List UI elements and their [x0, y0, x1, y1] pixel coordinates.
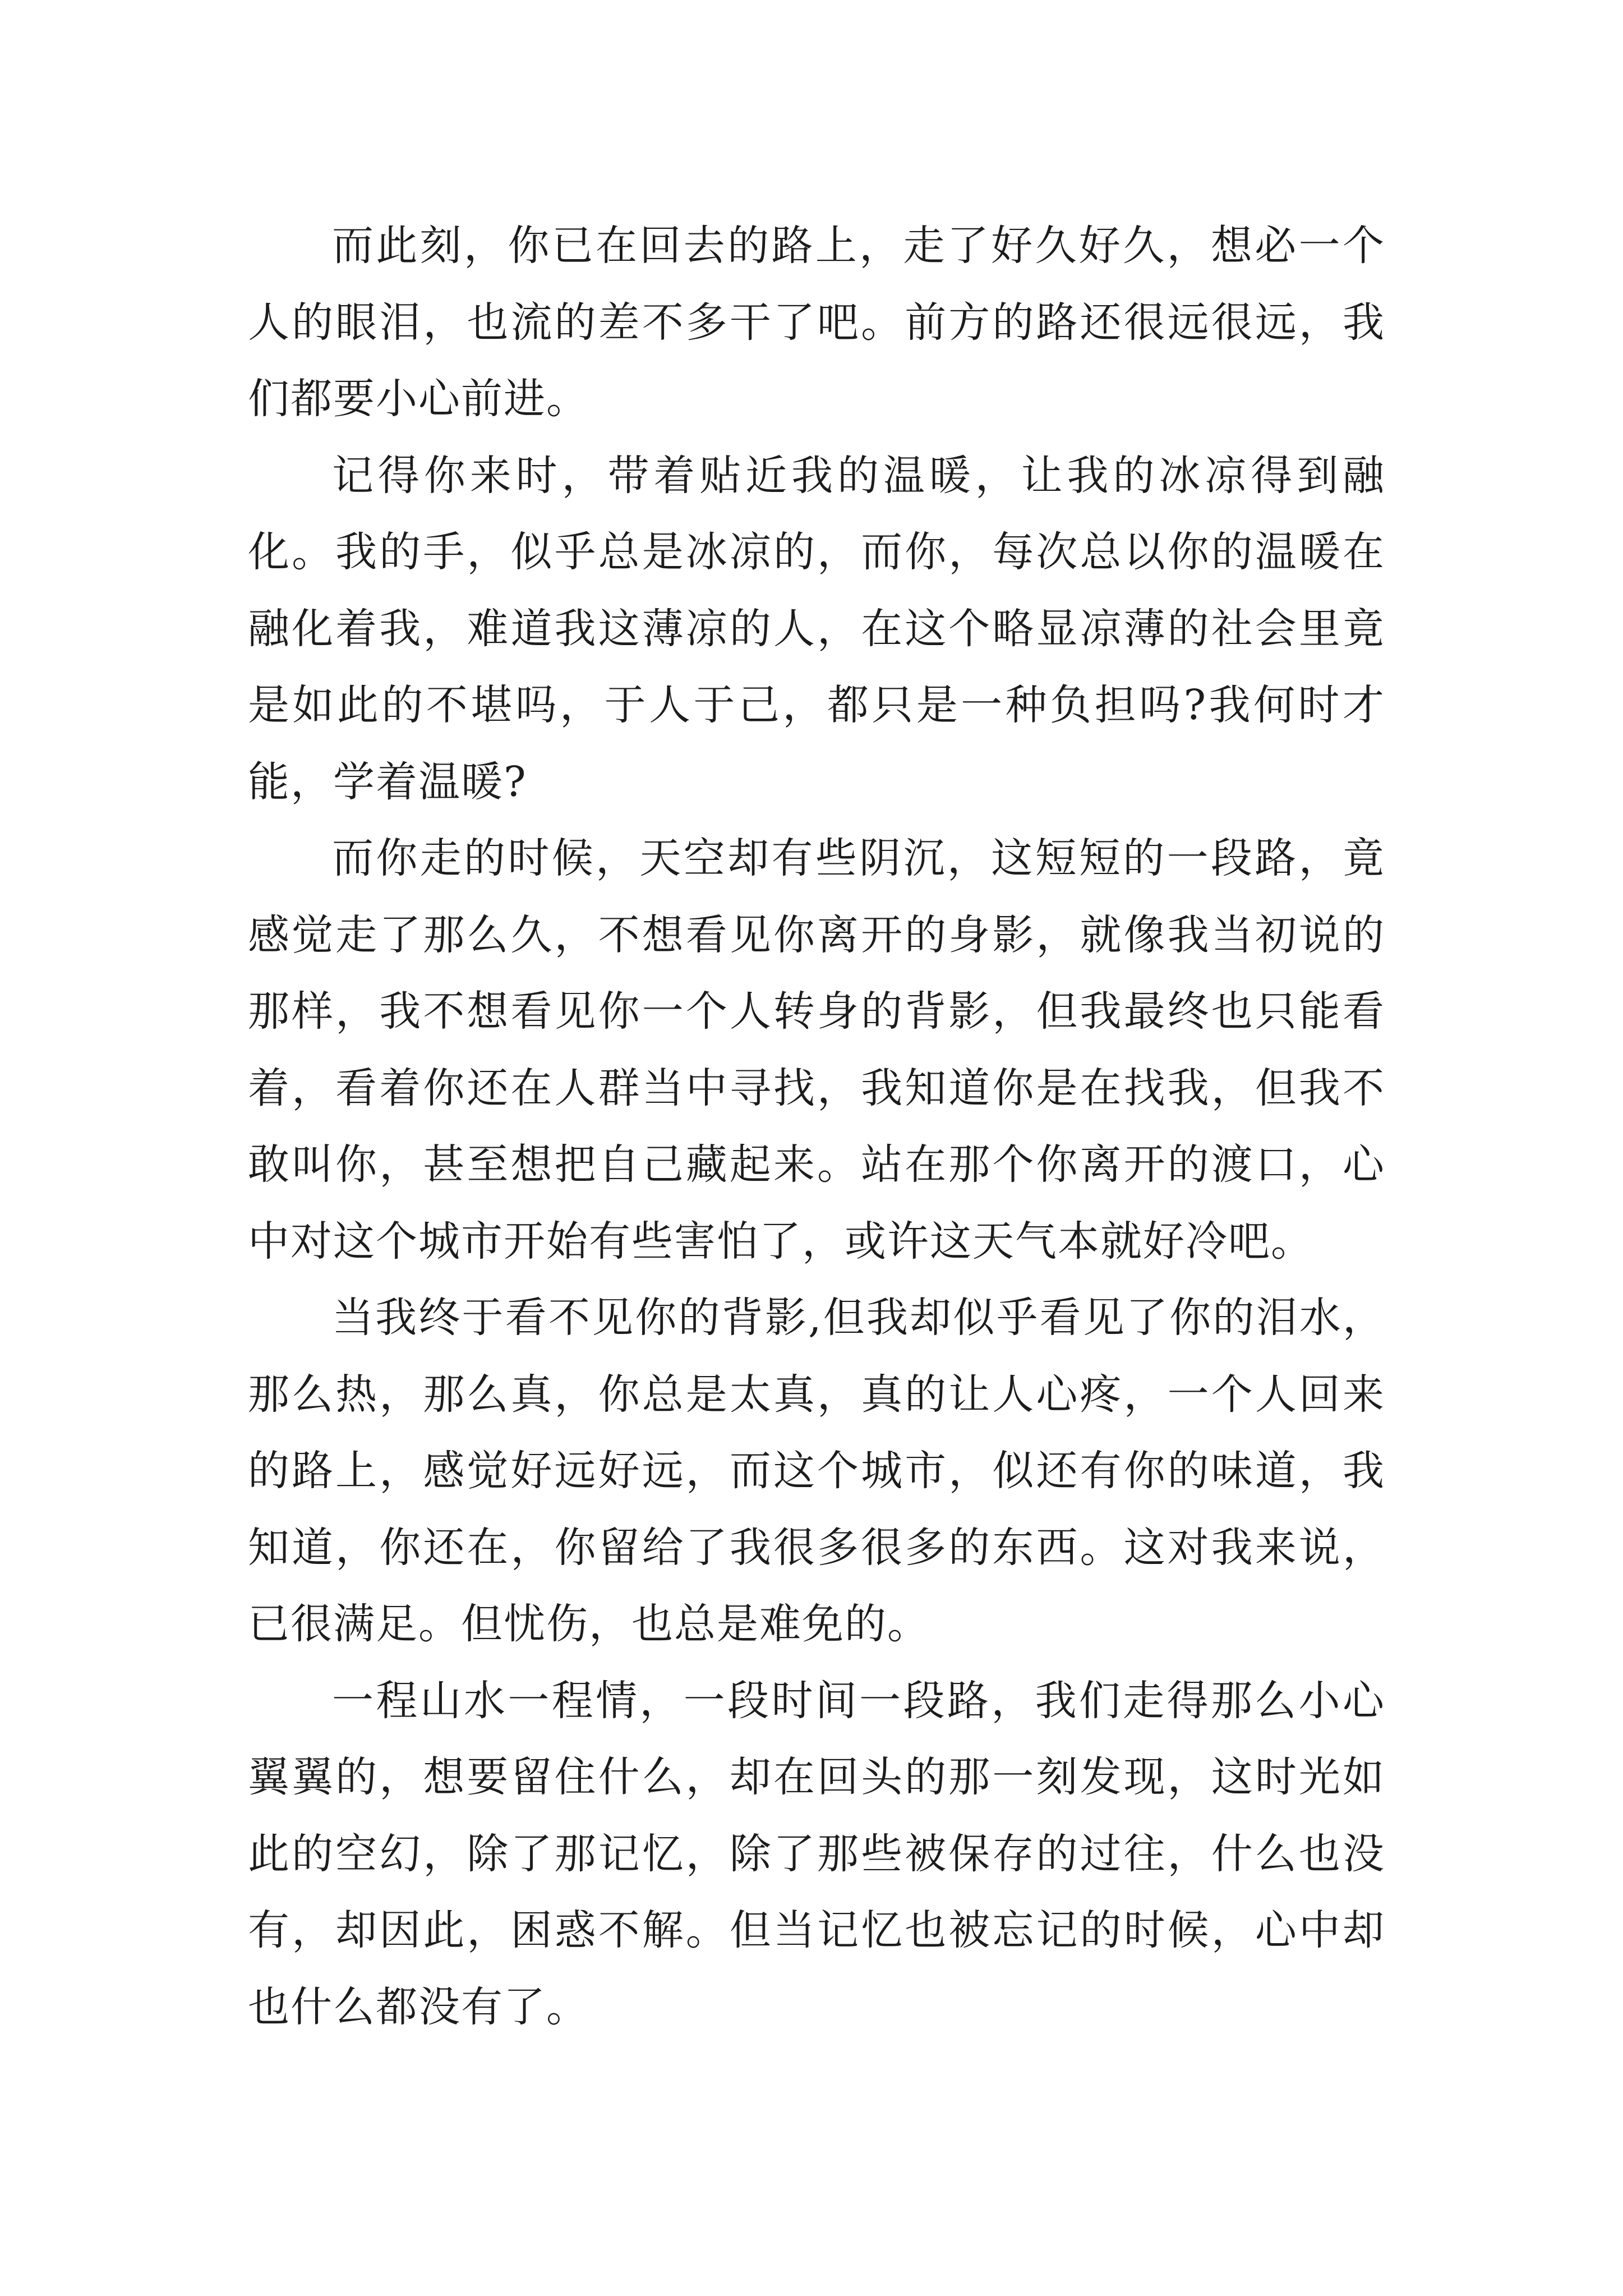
- document-body: [248, 208, 1385, 2045]
- paragraph-4: 当我终于看不见你的背影,但我却似乎看见了你的泪水，那么热，那么真，你总是太真，真的让人心疼，一个人回来的路上，感觉好远好远，而这个城市，似还有你的味道，我知道，你还在，你留给了我很多很多的东西。这对我来说，已很满足。但忧伤，也总是难免的。: [248, 1294, 1385, 1648]
- paragraph-2: 记得你来时，带着贴近我的温暖，让我的冰凉得到融化。我的手，似乎总是冰凉的，而你，每次总以你的温暖在融化着我，难道我这薄凉的人，在这个略显凉薄的社会里竟是如此的不堪吗，于人于己，都只是一种负担吗?我何时才能，学着温暖?: [248, 451, 1385, 806]
- paragraph-1: 而此刻，你已在回去的路上，走了好久好久，想必一个人的眼泪，也流的差不多干了吧。前方的路还很远很远，我们都要小心前进。: [248, 222, 1385, 423]
- paragraph-3: 而你走的时候，天空却有些阴沉，这短短的一段路，竟感觉走了那么久，不想看见你离开的身影，就像我当初说的那样，我不想看见你一个人转身的背影，但我最终也只能看着，看着你还在人群当中寻找，我知道你是在找我，但我不敢叫你，甚至想把自己藏起来。站在那个你离开的渡口，心中对这个城市开始有些害怕了，或许这天气本就好冷吧。: [248, 834, 1385, 1266]
- paragraph-5: 一程山水一程情，一段时间一段路，我们走得那么小心翼翼的，想要留住什么，却在回头的那一刻发现，这时光如此的空幻，除了那记忆，除了那些被保存的过往，什么也没有，却因此，困惑不解。但当记忆也被忘记的时候，心中却也什么都没有了。: [248, 1676, 1385, 2031]
